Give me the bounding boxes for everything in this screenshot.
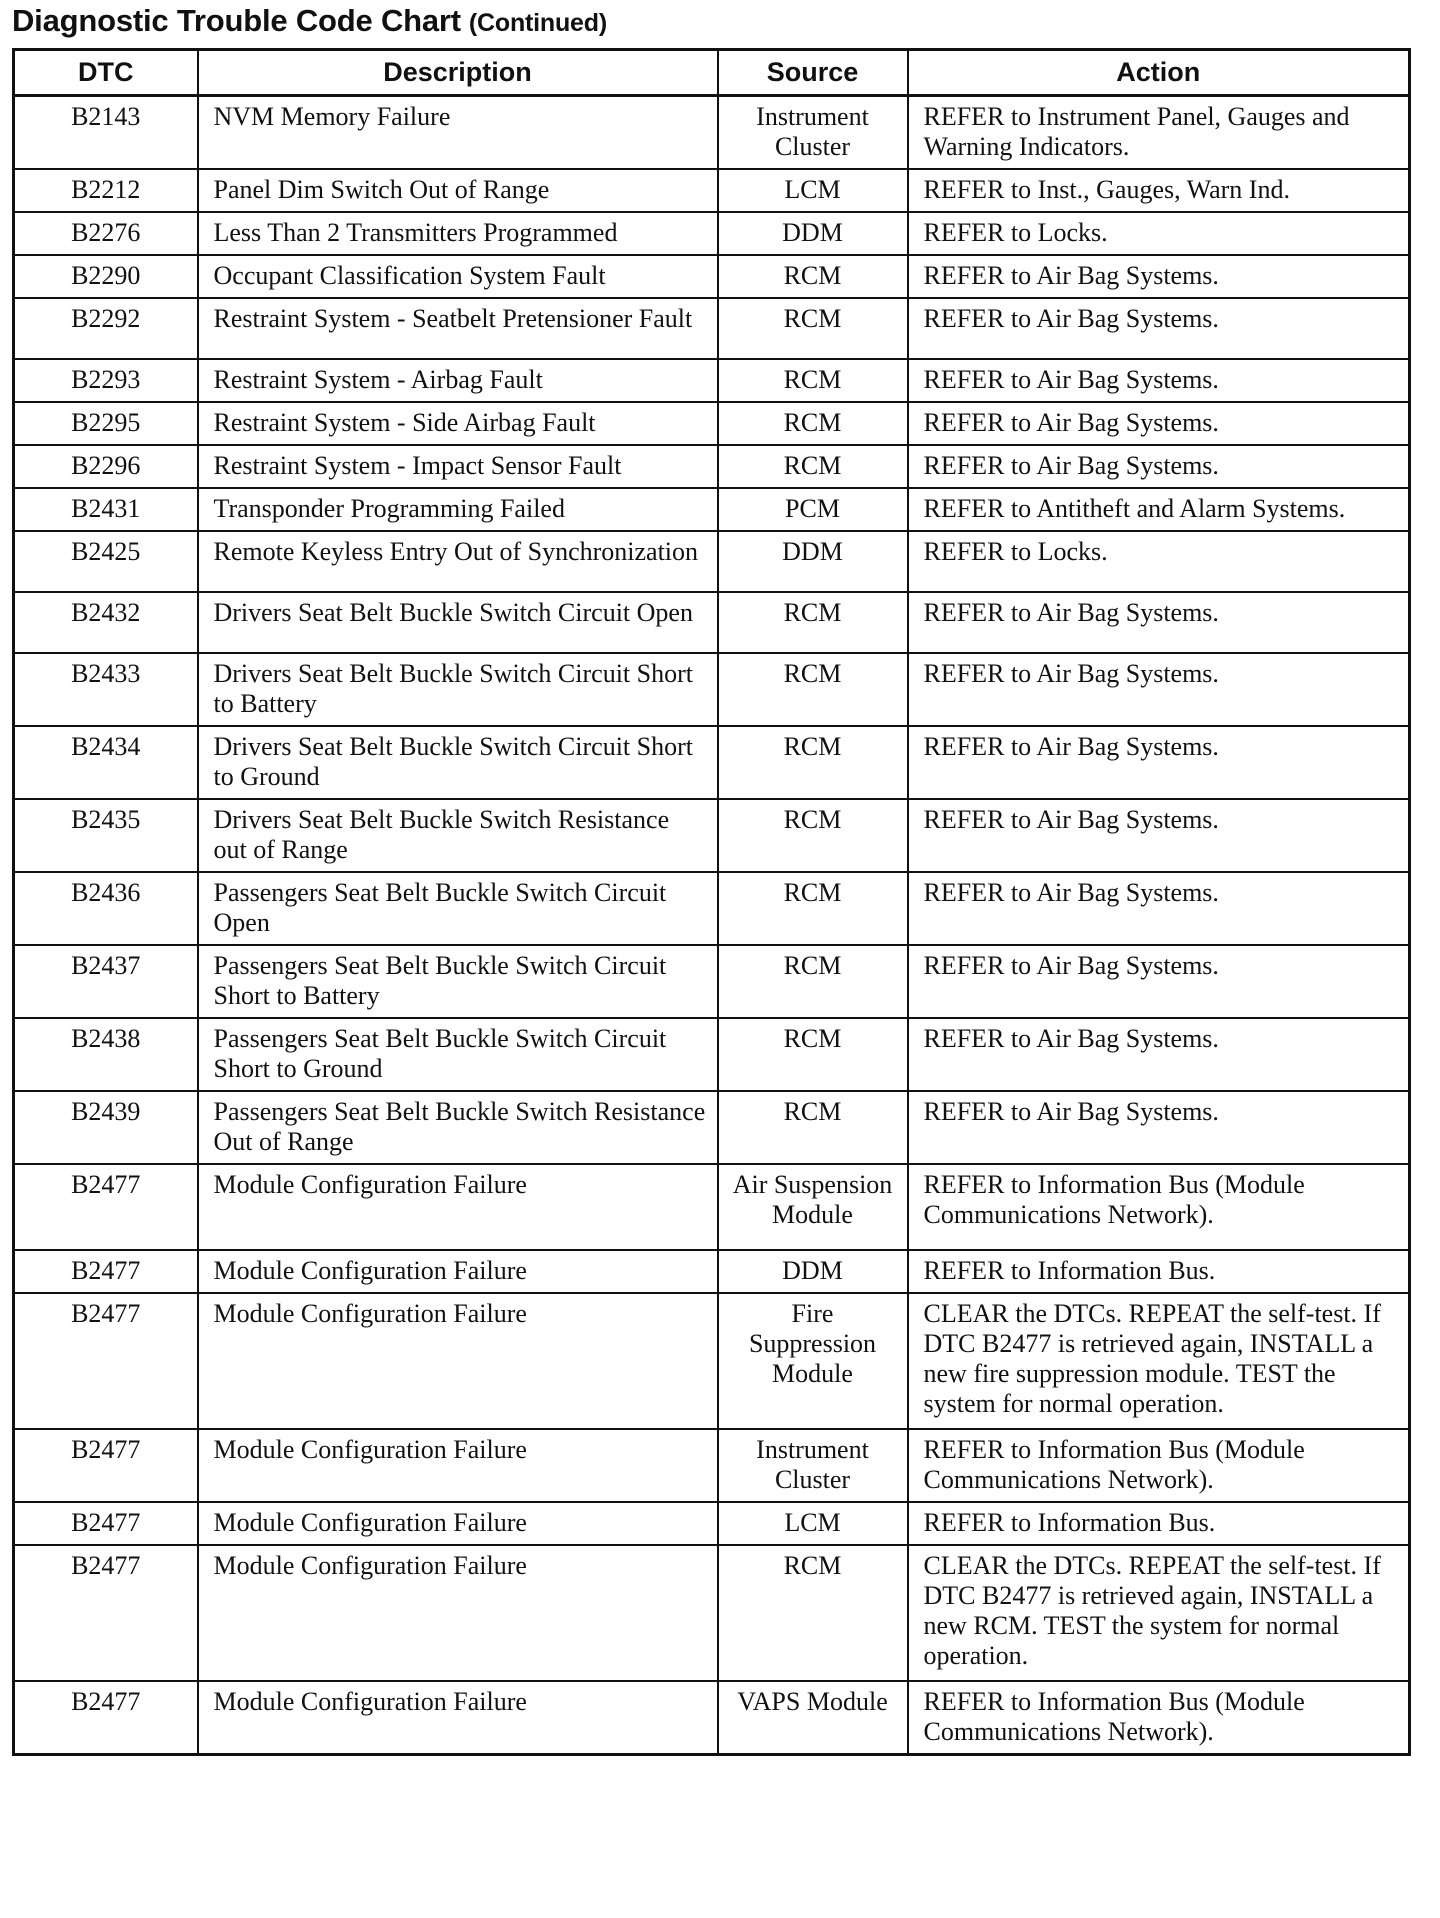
table-body (14, 96, 1410, 1755)
description-cell: Less Than 2 Transmitters Programmed (198, 212, 718, 255)
dtc-code-cell: B2437 (14, 945, 198, 1018)
header-action: Action (908, 50, 1410, 96)
table-row (14, 799, 1410, 872)
table-row (14, 653, 1410, 726)
dtc-code-cell: B2143 (14, 96, 198, 170)
description-cell: Passengers Seat Belt Buckle Switch Circuit Short to Ground (198, 1018, 718, 1091)
source-cell: RCM (718, 592, 908, 653)
dtc-table (12, 48, 1411, 1756)
description-cell: Transponder Programming Failed (198, 488, 718, 531)
table-row (14, 445, 1410, 488)
source-cell: RCM (718, 653, 908, 726)
dtc-code-cell: B2292 (14, 298, 198, 359)
description-cell: Module Configuration Failure (198, 1164, 718, 1250)
dtc-code-cell: B2477 (14, 1293, 198, 1429)
table-row (14, 872, 1410, 945)
source-cell: RCM (718, 1018, 908, 1091)
description-cell: Restraint System - Seatbelt Pretensioner Fault (198, 298, 718, 359)
description-cell: Module Configuration Failure (198, 1681, 718, 1755)
header-dtc: DTC (14, 50, 198, 96)
source-cell: RCM (718, 945, 908, 1018)
description-cell: Module Configuration Failure (198, 1502, 718, 1545)
description-cell: Restraint System - Airbag Fault (198, 359, 718, 402)
source-cell: VAPS Module (718, 1681, 908, 1755)
source-cell: RCM (718, 255, 908, 298)
description-cell: Module Configuration Failure (198, 1429, 718, 1502)
table-row (14, 531, 1410, 592)
title-text: Diagnostic Trouble Code Chart (12, 3, 461, 38)
source-cell: RCM (718, 1545, 908, 1681)
source-cell: RCM (718, 298, 908, 359)
source-cell: Instrument Cluster (718, 96, 908, 170)
action-cell: CLEAR the DTCs. REPEAT the self-test. If DTC B2477 is retrieved again, INSTALL a new RCM. TEST the system for normal operation. (908, 1545, 1410, 1681)
dtc-code-cell: B2296 (14, 445, 198, 488)
header-source: Source (718, 50, 908, 96)
source-cell: RCM (718, 1091, 908, 1164)
description-cell: Occupant Classification System Fault (198, 255, 718, 298)
action-cell: REFER to Air Bag Systems. (908, 799, 1410, 872)
source-cell: LCM (718, 1502, 908, 1545)
action-cell: REFER to Inst., Gauges, Warn Ind. (908, 169, 1410, 212)
action-cell: REFER to Information Bus (Module Communications Network). (908, 1681, 1410, 1755)
dtc-code-cell: B2477 (14, 1545, 198, 1681)
dtc-code-cell: B2293 (14, 359, 198, 402)
action-cell: REFER to Information Bus. (908, 1250, 1410, 1293)
action-cell: REFER to Air Bag Systems. (908, 402, 1410, 445)
action-cell: REFER to Locks. (908, 531, 1410, 592)
table-row (14, 359, 1410, 402)
table-row (14, 169, 1410, 212)
description-cell: Module Configuration Failure (198, 1545, 718, 1681)
action-cell: REFER to Air Bag Systems. (908, 872, 1410, 945)
table-row (14, 1164, 1410, 1250)
description-cell: Panel Dim Switch Out of Range (198, 169, 718, 212)
source-cell: LCM (718, 169, 908, 212)
source-cell: RCM (718, 402, 908, 445)
action-cell: REFER to Locks. (908, 212, 1410, 255)
table-row (14, 1429, 1410, 1502)
action-cell: REFER to Air Bag Systems. (908, 298, 1410, 359)
table-row (14, 592, 1410, 653)
table-row (14, 1250, 1410, 1293)
table-row (14, 212, 1410, 255)
description-cell: Drivers Seat Belt Buckle Switch Circuit Short to Battery (198, 653, 718, 726)
action-cell: REFER to Information Bus. (908, 1502, 1410, 1545)
source-cell: DDM (718, 212, 908, 255)
table-header-row (14, 50, 1410, 96)
table-row (14, 1681, 1410, 1755)
table-row (14, 96, 1410, 170)
action-cell: REFER to Air Bag Systems. (908, 653, 1410, 726)
dtc-code-cell: B2431 (14, 488, 198, 531)
description-cell: Module Configuration Failure (198, 1250, 718, 1293)
description-cell: Passengers Seat Belt Buckle Switch Circuit Open (198, 872, 718, 945)
dtc-code-cell: B2433 (14, 653, 198, 726)
dtc-code-cell: B2290 (14, 255, 198, 298)
action-cell: REFER to Air Bag Systems. (908, 726, 1410, 799)
dtc-code-cell: B2432 (14, 592, 198, 653)
table-row (14, 1502, 1410, 1545)
dtc-code-cell: B2295 (14, 402, 198, 445)
table-row (14, 1091, 1410, 1164)
table-row (14, 1545, 1410, 1681)
source-cell: Instrument Cluster (718, 1429, 908, 1502)
dtc-code-cell: B2439 (14, 1091, 198, 1164)
source-cell: Fire Suppression Module (718, 1293, 908, 1429)
title-suffix: (Continued) (468, 9, 607, 37)
dtc-code-cell: B2436 (14, 872, 198, 945)
dtc-code-cell: B2477 (14, 1502, 198, 1545)
action-cell: REFER to Information Bus (Module Communications Network). (908, 1429, 1410, 1502)
dtc-code-cell: B2212 (14, 169, 198, 212)
action-cell: REFER to Air Bag Systems. (908, 359, 1410, 402)
description-cell: Passengers Seat Belt Buckle Switch Circuit Short to Battery (198, 945, 718, 1018)
table-row (14, 488, 1410, 531)
table-row (14, 298, 1410, 359)
dtc-code-cell: B2477 (14, 1681, 198, 1755)
dtc-code-cell: B2425 (14, 531, 198, 592)
action-cell: REFER to Air Bag Systems. (908, 445, 1410, 488)
dtc-code-cell: B2438 (14, 1018, 198, 1091)
dtc-code-cell: B2477 (14, 1429, 198, 1502)
action-cell: REFER to Air Bag Systems. (908, 1091, 1410, 1164)
source-cell: RCM (718, 445, 908, 488)
action-cell: REFER to Information Bus (Module Communications Network). (908, 1164, 1410, 1250)
dtc-code-cell: B2434 (14, 726, 198, 799)
description-cell: Restraint System - Side Airbag Fault (198, 402, 718, 445)
description-cell: NVM Memory Failure (198, 96, 718, 170)
dtc-code-cell: B2477 (14, 1164, 198, 1250)
action-cell: CLEAR the DTCs. REPEAT the self-test. If DTC B2477 is retrieved again, INSTALL a new fire suppression module. TEST the system for normal operation. (908, 1293, 1410, 1429)
description-cell: Restraint System - Impact Sensor Fault (198, 445, 718, 488)
description-cell: Drivers Seat Belt Buckle Switch Resistance out of Range (198, 799, 718, 872)
source-cell: RCM (718, 359, 908, 402)
source-cell: RCM (718, 799, 908, 872)
dtc-code-cell: B2477 (14, 1250, 198, 1293)
dtc-code-cell: B2435 (14, 799, 198, 872)
source-cell: Air Suspension Module (718, 1164, 908, 1250)
source-cell: RCM (718, 726, 908, 799)
description-cell: Passengers Seat Belt Buckle Switch Resistance Out of Range (198, 1091, 718, 1164)
source-cell: DDM (718, 531, 908, 592)
page-title (12, 2, 607, 42)
action-cell: REFER to Air Bag Systems. (908, 255, 1410, 298)
table-row (14, 402, 1410, 445)
action-cell: REFER to Air Bag Systems. (908, 592, 1410, 653)
source-cell: RCM (718, 872, 908, 945)
description-cell: Remote Keyless Entry Out of Synchronization (198, 531, 718, 592)
action-cell: REFER to Antitheft and Alarm Systems. (908, 488, 1410, 531)
table-row (14, 1293, 1410, 1429)
description-cell: Module Configuration Failure (198, 1293, 718, 1429)
description-cell: Drivers Seat Belt Buckle Switch Circuit Short to Ground (198, 726, 718, 799)
dtc-code-cell: B2276 (14, 212, 198, 255)
table-row (14, 255, 1410, 298)
action-cell: REFER to Instrument Panel, Gauges and Warning Indicators. (908, 96, 1410, 170)
source-cell: DDM (718, 1250, 908, 1293)
description-cell: Drivers Seat Belt Buckle Switch Circuit Open (198, 592, 718, 653)
source-cell: PCM (718, 488, 908, 531)
table-row (14, 1018, 1410, 1091)
action-cell: REFER to Air Bag Systems. (908, 945, 1410, 1018)
table-row (14, 945, 1410, 1018)
header-description: Description (198, 50, 718, 96)
table-row (14, 726, 1410, 799)
action-cell: REFER to Air Bag Systems. (908, 1018, 1410, 1091)
